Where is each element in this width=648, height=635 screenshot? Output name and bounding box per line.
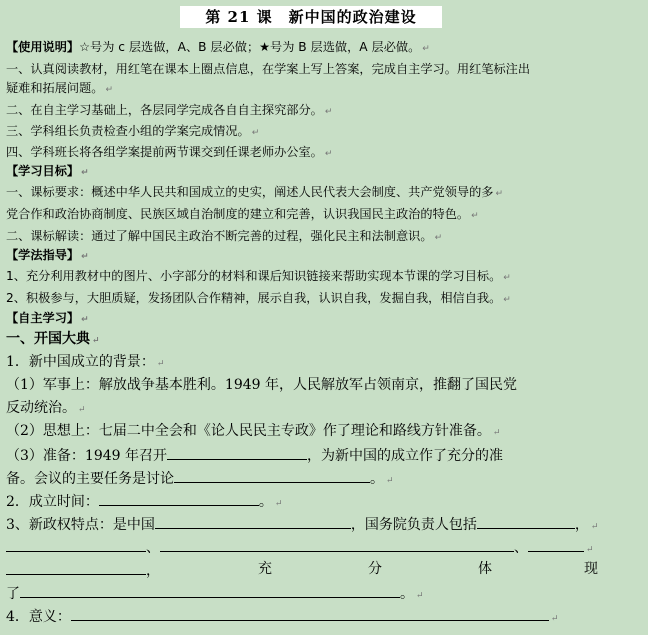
paragraph-mark-icon: ↵ [274,499,283,509]
answer-blank[interactable] [71,606,549,621]
paragraph-mark-icon: ↵ [251,128,260,138]
usage-item-1: 一、认真阅读教材，用红笔在课本上圈点信息，在学案上写上答案，完成自主学习。用红笔标注出 [6,62,531,76]
spread-char: 体 [478,561,492,577]
question-1: 1．新中国成立的背景： ↵ [6,354,165,370]
usage-line [6,39,644,57]
method-item-2: 2、积极参与，大胆质疑，发扬团队合作精神，展示自我，认识自我，发掘自我，相信自我。 ↵ [6,291,511,305]
question-3-line-2: 、 、 ↵ [6,537,644,559]
paragraph-mark-icon: ↵ [78,405,86,415]
question-1-ideology: （2）思想上：七届二中全会和《论人民民主专政》作了理论和路线方针准备。 ↵ [6,423,501,439]
answer-blank[interactable] [155,514,351,529]
answer-blank[interactable] [99,491,259,506]
paragraph-mark-icon: ↵ [422,44,430,54]
paragraph-mark-icon: ↵ [105,85,114,95]
goals-heading: 【学习目标】 ↵ [6,164,89,178]
answer-blank[interactable] [528,537,584,552]
question-3-line-3: ， 充 分 体 现 [6,560,644,578]
answer-blank[interactable] [174,468,370,483]
goals-item-1-cont: 党合作和政治协商制度、民族区域自治制度的建立和完善，认识我国民主政治的特色。 ↵ [6,207,479,221]
paragraph-mark-icon: ↵ [550,614,559,624]
paragraph-mark-icon: ↵ [416,591,424,601]
usage-text: ☆号为 c 层选做，A、B 层必做；★号为 B 层选做，A 层必做。 [79,40,421,54]
goals-item-1: 一、课标要求：概述中华人民共和国成立的史实，阐述人民代表大会制度、共产党领导的多 ↵ [6,185,504,199]
usage-heading: 【使用说明】 [6,40,80,54]
paragraph-mark-icon: ↵ [324,149,333,159]
question-1-military: （1）军事上：解放战争基本胜利。1949 年，人民解放军占领南京，推翻了国民党 [6,377,517,393]
paragraph-mark-icon: ↵ [471,211,479,221]
goals-item-2: 二、课标解读：通过了解中国民主政治不断完善的过程，强化民主和法制意识。 ↵ [6,229,443,243]
spread-char: 分 [368,561,382,577]
answer-blank[interactable] [167,445,307,460]
answer-blank[interactable] [6,560,146,575]
spread-char: 充 [258,561,272,577]
self-study-heading: 【自主学习】 ↵ [6,311,89,325]
section-heading: 一、开国大典 ↵ [6,331,100,347]
paragraph-mark-icon: ↵ [324,107,333,117]
paragraph-mark-icon: ↵ [495,189,504,199]
answer-blank[interactable] [160,537,514,552]
paragraph-mark-icon: ↵ [156,359,165,369]
paragraph-mark-icon: ↵ [590,522,599,532]
paragraph-mark-icon: ↵ [503,295,511,305]
question-1-military-cont: 反动统治。 ↵ [6,400,86,416]
usage-item-3: 三、学科组长负责检查小组的学案完成情况。 ↵ [6,124,260,138]
paragraph-mark-icon: ↵ [386,476,394,486]
paragraph-mark-icon: ↵ [434,233,443,243]
question-1-preparation: （3）准备：1949 年召开 ，为新中国的成立作了充分的准 [6,445,644,465]
paragraph-mark-icon: ↵ [81,168,89,178]
question-1-preparation-cont: 备。会议的主要任务是讨论 。 ↵ [6,468,644,490]
question-2: 2．成立时间： 。 ↵ [6,491,644,513]
paragraph-mark-icon: ↵ [492,428,501,438]
answer-blank[interactable] [20,583,400,598]
paragraph-mark-icon: ↵ [586,545,594,555]
method-heading: 【学法指导】 ↵ [6,248,89,262]
usage-item-2: 二、在自主学习基础上，各层同学完成各自自主探究部分。 ↵ [6,103,333,117]
paragraph-mark-icon: ↵ [503,273,511,283]
answer-blank[interactable] [477,514,575,529]
usage-item-4: 四、学科班长将各组学案提前两节课交到任课老师办公室。 ↵ [6,145,333,159]
question-4: 4．意义： ↵ [6,606,644,628]
paragraph-mark-icon: ↵ [81,315,89,325]
method-item-1: 1、充分利用教材中的图片、小字部分的材料和课后知识链接来帮助实现本节课的学习目标。 ↵ [6,269,511,283]
question-3: 3、新政权特点：是中国 ，国务院负责人包括 ， ↵ [6,514,644,536]
question-3-line-4: 了 。 ↵ [6,583,644,605]
lesson-title: 第 21 课 新中国的政治建设 [180,6,442,28]
answer-blank[interactable] [6,537,146,552]
usage-item-1-cont: 疑难和拓展问题。 ↵ [6,81,114,95]
paragraph-mark-icon: ↵ [81,252,89,262]
spread-char: 现 [584,561,598,577]
paragraph-mark-icon: ↵ [92,336,100,346]
